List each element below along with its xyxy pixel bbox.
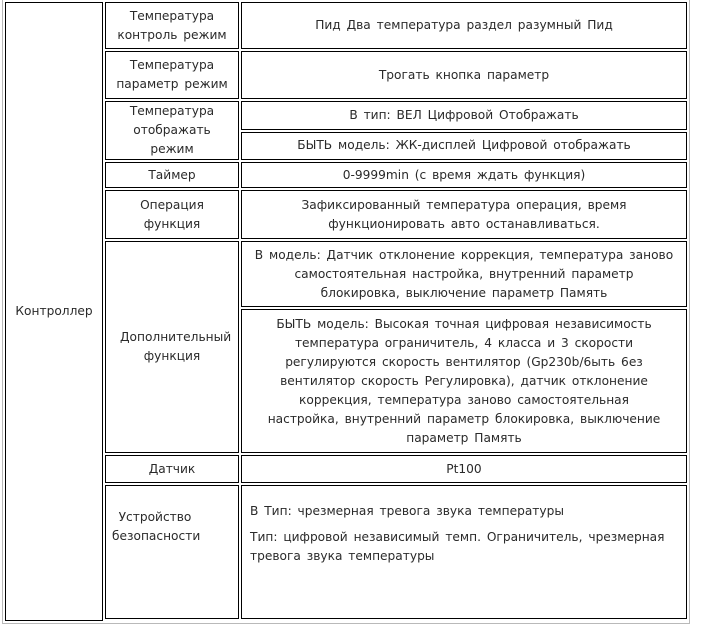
table-row	[5, 485, 687, 619]
table-row	[5, 190, 687, 239]
table-row	[5, 241, 687, 307]
row-value: 0-9999min (с время ждать функция)	[241, 162, 687, 188]
row-label: Таймер	[105, 162, 239, 188]
row-label: Температура параметр режим	[105, 51, 239, 99]
table-row	[5, 2, 687, 49]
specification-table	[2, 0, 690, 624]
row-value: БЫТЬ модель: ЖК-дисплей Цифровой отображать	[241, 132, 687, 161]
table-row	[5, 455, 687, 483]
value-paragraph: Тип: цифровой независимый темп. Ограничитель, чрезмерная тревога звука температуры	[250, 530, 665, 563]
row-value: Пид Два температура раздел разумный Пид	[241, 2, 687, 49]
row-label: Операция функция	[105, 190, 239, 239]
table-row	[5, 162, 687, 188]
row-label: Датчик	[105, 455, 239, 483]
row-label	[105, 485, 239, 619]
group-label: Контроллер	[15, 304, 93, 318]
value-paragraph: В Тип: чрезмерная тревога звука температуры	[250, 504, 564, 518]
row-value	[241, 485, 687, 619]
row-label: Температура отображать режим	[105, 101, 239, 160]
group-label-cell	[5, 2, 103, 621]
row-label-text: Устройство безопасности	[112, 510, 201, 543]
row-value: В модель: Датчик отклонение коррекция, температура заново самостоятельная настройка, внутренний параметр блокировка, выключение параметр Память	[241, 241, 687, 307]
row-label: Температура контроль режим	[105, 2, 239, 49]
row-value: Трогать кнопка параметр	[241, 51, 687, 99]
table-row	[5, 101, 687, 130]
row-value: Зафиксированный температура операция, время функционировать авто останавливаться.	[241, 190, 687, 239]
row-label: Дополнительный функция	[105, 241, 239, 453]
row-value: Pt100	[241, 455, 687, 483]
table-row	[5, 51, 687, 99]
row-value: В тип: ВЕЛ Цифровой Отображать	[241, 101, 687, 130]
row-value: БЫТЬ модель: Высокая точная цифровая независимость температура ограничитель, 4 класса и 3 скорости регулируются скорость вентилятор (Gp230b/6ыть 6ез вентилятор скорость Регулировка), датчик отклонение коррекция, температура заново самостоятельная настройка, внутренний параметр блокировка, выключение параметр Память	[241, 309, 687, 453]
